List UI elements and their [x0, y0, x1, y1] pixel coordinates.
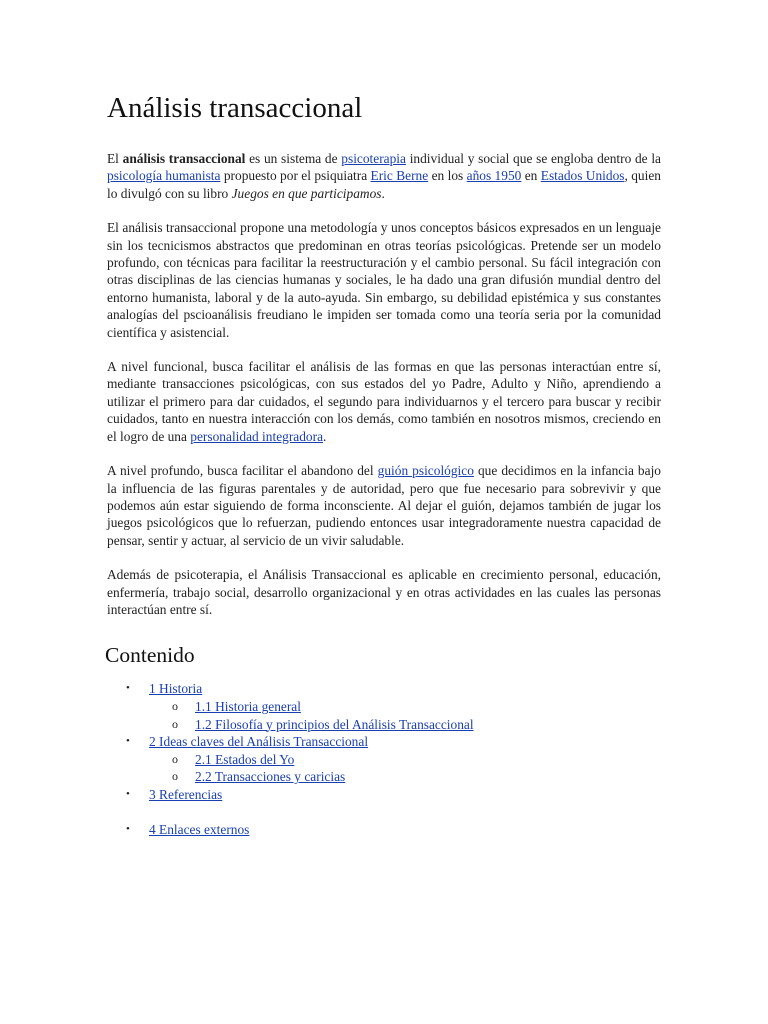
toc-item-enlaces-externos [126, 821, 661, 839]
link-personalidad-integradora[interactable]: personalidad integradora [190, 428, 324, 444]
paragraph-functional: A nivel funcional, busca facilitar el análisis de las formas en que las personas interactúan entre sí, mediante transacciones psicológicas, con sus estados del yo Padre, Adulto y Niño, aprendiendo a utilizar el primero para dar cuidados, el segundo para individuarnos y el tercero para buscar y recibir cuidados, tanto en nuestra interacción con los demás, como también en nosotros mismos, creciendo en el logro de una personalidad integradora. [107, 359, 661, 444]
paragraph-methodology: El análisis transaccional propone una metodología y unos conceptos básicos expresados en un lenguaje sin los tecnicismos abstractos que predominan en otras teorías psicológicas. Pretende ser un modelo profundo, con técnicas para facilitar la reestructuración y el cambio personal. Su fácil integración con otras disciplinas de las ciencias humanas y sociales, le ha dado una gran difusión mundial dentro del entorno humanista, laboral y de la auto-ayuda. Sin embargo, su debilidad epistémica y sus constantes analogías del pscioanálisis freudiano le impiden ser tomada como una teoría seria por la comunidad científica y asistencial. [107, 220, 661, 340]
toc-link-ideas-claves[interactable]: 2 Ideas claves del Análisis Transaccional [149, 734, 369, 750]
circle-bullet-icon: o [172, 698, 178, 713]
toc-subitem [172, 698, 661, 716]
bullet-icon: • [126, 682, 130, 695]
paragraph-profound: A nivel profundo, busca facilitar el abandono del guión psicológico que decidimos en la infancia bajo la influencia de las figuras parentales y de autoridad, pero que fue necesario para sobrevivir y que podemos aún estar siguiendo de forma inconsciente. Al dejar el guión, dejamos también de jugar los juegos psicológicos que lo refuerzan, pudiendo entonces usar integradoramente nuestra capacidad de pensar, sentir y actuar, al servicio de un vivir saludable. [107, 463, 661, 548]
circle-bullet-icon: o [172, 751, 178, 766]
bullet-icon: • [126, 822, 130, 835]
toc-link-enlaces-externos[interactable]: 4 Enlaces externos [149, 821, 250, 837]
bullet-icon: • [126, 735, 130, 748]
toc-item-ideas-claves [126, 733, 661, 786]
toc-link-historia[interactable]: 1 Historia [149, 681, 203, 697]
toc-item-historia [126, 680, 661, 733]
table-of-contents [107, 680, 661, 838]
toc-link-referencias[interactable]: 3 Referencias [149, 786, 223, 802]
contents-heading: Contenido [105, 643, 195, 668]
link-estados-unidos[interactable]: Estados Unidos [540, 168, 625, 184]
page-title: Análisis transaccional [107, 92, 363, 124]
circle-bullet-icon: o [172, 716, 178, 731]
toc-sublist [149, 698, 661, 733]
link-eric-berne[interactable]: Eric Berne [370, 168, 429, 184]
paragraph-applications: Además de psicoterapia, el Análisis Transaccional es aplicable en crecimiento personal, educación, enfermería, trabajo social, desarrollo organizacional y en otras actividades en las cuales las personas interactúan entre sí. [107, 567, 661, 617]
toc-link-estados-del-yo[interactable]: 2.1 Estados del Yo [195, 751, 295, 767]
toc-sublist [149, 751, 661, 786]
bullet-icon: • [126, 787, 130, 800]
link-guion-psicologico[interactable]: guión psicológico [377, 463, 474, 479]
link-psicoterapia[interactable]: psicoterapia [341, 151, 406, 166]
toc-subitem [172, 716, 661, 734]
link-psicologia-humanista[interactable]: psicología humanista [107, 168, 221, 184]
circle-bullet-icon: o [172, 769, 178, 784]
toc-link-transacciones[interactable]: 2.2 Transacciones y caricias [195, 769, 346, 785]
toc-item-referencias [126, 786, 661, 804]
toc-link-historia-general[interactable]: 1.1 Historia general [195, 698, 301, 714]
book-title: Juegos en que participamos [231, 185, 382, 201]
link-anos-1950[interactable]: años 1950 [466, 168, 522, 184]
bold-term: análisis transaccional [122, 151, 246, 166]
toc-subitem [172, 768, 661, 786]
intro-paragraph: El análisis transaccional es un sistema de psicoterapia individual y social que se engloba dentro de la psicología humanista propuesto por el psiquiatra Eric Berne en los años 1950 en Estados Unidos, quien lo divulgó con su libro Juegos en que participamos. [107, 151, 662, 201]
toc-subitem [172, 751, 661, 769]
toc-link-filosofia[interactable]: 1.2 Filosofía y principios del Análisis Transaccional [195, 716, 474, 732]
